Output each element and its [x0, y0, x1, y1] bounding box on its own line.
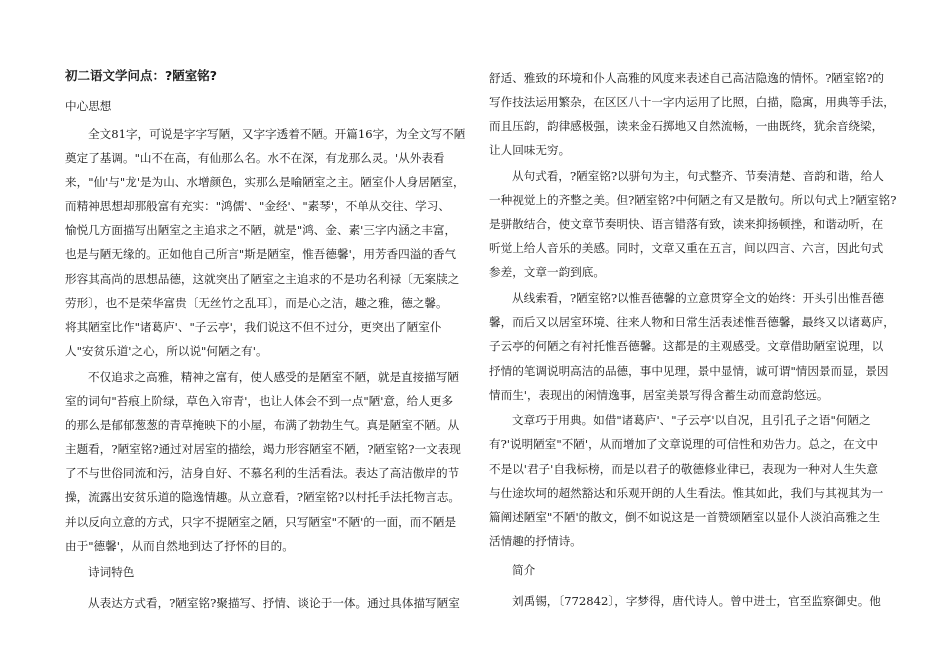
right-text-line: 一种视觉上的齐整之美。但?陋室铭?中何陋之有又是散句。所以句式上?陋室铭?	[489, 193, 897, 207]
right-text-line: 是骈散结合，使文章节奏明快、语言错落有致，读来抑扬顿挫，和谐动听，在	[489, 217, 884, 231]
right-text-line: 舒适、雅致的环境和仆人高雅的风度来表述自己高洁隐逸的情怀。?陋室铭?的	[489, 71, 885, 85]
right-text-line: 从线索看，?陋室铭?以惟吾德馨的立意贯穿全文的始终：开头引出惟吾德	[512, 291, 884, 305]
left-text-line: 将其陋室比作"诸葛庐'、"子云亭'，我们说这不但不过分，更突出了陋室仆	[65, 320, 442, 334]
right-text-line: 馨，而后又以居室环境、往来人物和日常生活表述惟吾德馨，最终又以诸葛庐，	[489, 315, 895, 329]
left-text-line: 主题看，?陋室铭?通过对居室的描绘，竭力形容陋室不陋，?陋室铭?一文表现	[65, 442, 461, 456]
right-text-line: 抒情的笔调说明高洁的品德，事中见理，景中显情，诚可谓"情因景而显，景因	[489, 364, 889, 378]
right-text-line: 与仕途坎坷的超然豁达和乐观开朗的人生看法。惟其如此，我们与其视其为一	[489, 486, 884, 500]
right-text-line: 刘禹锡，〔772842〕，字梦得，唐代诗人。曾中进士，官至监察御史。他	[512, 594, 881, 608]
right-text-line: 情而生'，表现出的闲情逸事，居室美景写得含蓄生动而意韵悠远。	[489, 388, 829, 402]
left-text-line: 操，流露出安贫乐道的隐逸情趣。从立意看，?陋室铭?以村托手法托物言志。	[65, 490, 461, 504]
left-text-line: 形容其高尚的思想品德，这就突出了陋室之主追求的不是功名利禄〔无案牍之	[65, 272, 460, 286]
right-text-line: 文章巧于用典。如借"诸葛庐'、"子云亭'以自况，且引孔子之语"何陋之	[512, 413, 871, 427]
right-text-line: 篇阐述陋室"不陋'的散文，倒不如说这是一首赞颂陋室以显仆人淡泊高雅之生	[489, 510, 881, 524]
left-text-line: 室的词句"苔痕上阶绿，草色入帘青'，也让人体会不到一点"陋'意，给人更多	[65, 394, 454, 408]
left-text-line: 诗词特色	[88, 565, 135, 579]
right-text-line: 让人回味无穷。	[489, 143, 571, 157]
left-text-line: 而精神思想却那般富有充实："鸿儒'、"金经'、"素琴'，不单从交往、学习、	[65, 199, 450, 213]
left-text-line: 并以反向立意的方式，只字不提陋室之陋，只写陋室"不陋'的一面，而不陋是	[65, 515, 457, 529]
right-text-line: 写作技法运用繁杂，在区区八十一字内运用了比照，白描，隐寓，用典等手法，	[489, 95, 895, 109]
left-text-line: 也是与陋无缘的。正如他自己所言"斯是陋室，惟吾德馨'，用芳香四溢的香气	[65, 247, 457, 261]
right-text-line: 参差，文章一韵到底。	[489, 265, 605, 279]
left-text-line: 由于"德馨'，从而自然地到达了抒怀的目的。	[65, 539, 294, 553]
left-text-line: 不仅追求之高雅，精神之富有，使人感受的是陋室不陋，就是直接描写陋	[88, 370, 460, 384]
left-text-line: 了不与世俗同流和污，洁身自好、不慕名利的生活看法。表达了高洁傲岸的节	[65, 466, 460, 480]
right-text-line: 有?'说明陋室"不陋'，从而增加了文章说理的可信性和劝告力。总之，在文中	[489, 437, 878, 451]
right-text-line: 而且压韵，韵律感极强，读来金石掷地又自然流畅，一曲既终，犹余音绕梁，	[489, 119, 884, 133]
right-text-line: 简介	[512, 563, 536, 577]
document-title: 初二语文学问点：?陋室铭?	[65, 68, 218, 83]
right-text-line: 活情趣的抒情诗。	[489, 534, 582, 548]
left-text-line: 来，"仙'与"龙'是为山、水增颜色，实那么是喻陋室之主。陋室仆人身居陋室，	[65, 175, 465, 189]
left-text-line: 的那么是郁郁葱葱的青草掩映下的小屋，布满了勃勃生气。真是陋室不陋。从	[65, 418, 460, 432]
left-text-line: 愉悦几方面描写出陋室之主追求之不陋，就是"鸿、金、素'三字内涵之丰富，	[65, 223, 457, 237]
left-text-line: 全文81字，可说是字字写陋，又字字透着不陋。开篇16字，为全文写不陋	[88, 127, 466, 141]
left-text-line: 奠定了基调。"山不在高，有仙那么名。水不在深，有龙那么灵。'从外表看	[65, 151, 445, 165]
left-text-line: 劳形〕，也不是荣华富贵〔无丝竹之乱耳〕，而是心之洁，趣之雅，德之馨。	[65, 296, 448, 310]
right-text-line: 听觉上给人音乐的美感。同时，文章又重在五言，间以四言、六言，因此句式	[489, 241, 884, 255]
right-text-line: 从句式看，?陋室铭?以骈句为主，句式整齐、节奏清楚、音韵和谐，给人	[512, 169, 884, 183]
right-text-line: 子云亭的何陋之有衬托惟吾德馨。这都是的主观感受。文章借助陋室说理，以	[489, 339, 884, 353]
right-text-line: 不是以'君子'自我标榜，而是以君子的敬德修业律已，表现为一种对人生失意	[489, 462, 878, 476]
left-text-line: 中心思想	[65, 99, 112, 113]
left-text-line: 从表达方式看，?陋室铭?聚描写、抒情、谈论于一体。通过具体描写陋室	[88, 596, 460, 610]
left-text-line: 人"安贫乐道'之心，所以说"何陋之有'。	[65, 344, 268, 358]
